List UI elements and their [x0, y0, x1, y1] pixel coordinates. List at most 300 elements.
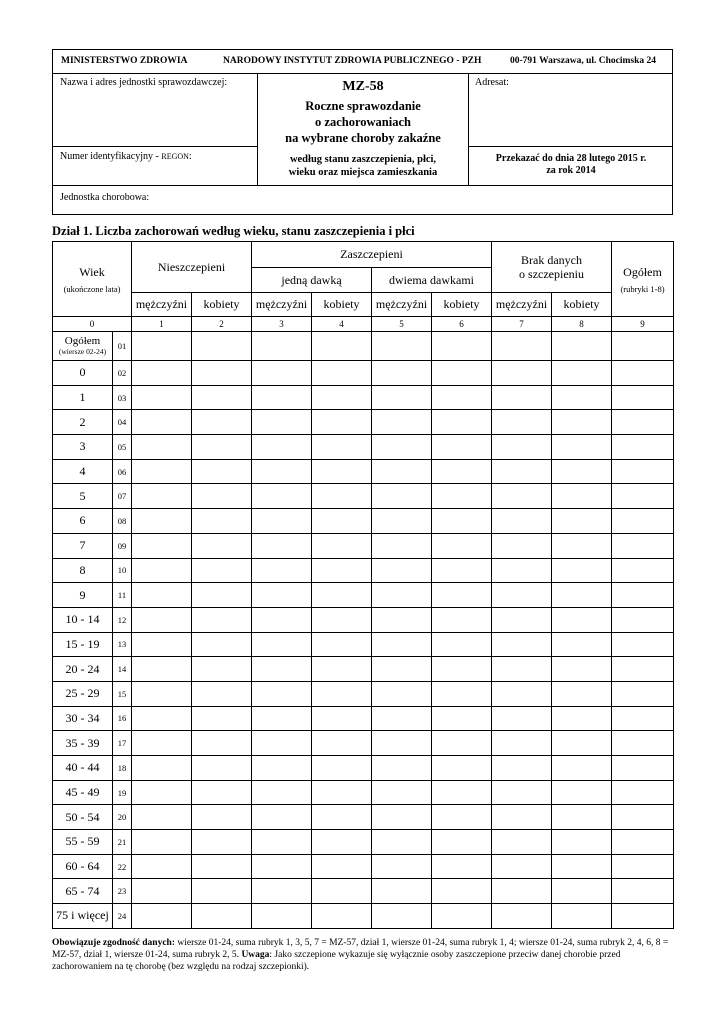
data-cell[interactable] [132, 459, 192, 484]
data-cell[interactable] [492, 756, 552, 781]
data-cell[interactable] [312, 632, 372, 657]
data-cell[interactable] [192, 484, 252, 509]
table-row [53, 607, 674, 632]
data-cell[interactable] [132, 780, 192, 805]
data-cell[interactable] [372, 484, 432, 509]
data-cell[interactable] [252, 332, 312, 361]
data-cell[interactable] [312, 607, 372, 632]
data-cell[interactable] [612, 361, 674, 386]
row-code: 09 [113, 533, 132, 558]
table-row [53, 332, 674, 361]
data-cell[interactable] [252, 632, 312, 657]
data-cell[interactable] [372, 435, 432, 460]
row-code: 23 [113, 879, 132, 904]
data-cell[interactable] [252, 509, 312, 534]
data-cell[interactable] [432, 879, 492, 904]
data-cell[interactable] [312, 854, 372, 879]
row-code: 02 [113, 361, 132, 386]
data-cell[interactable] [252, 756, 312, 781]
men-column-header: mężczyźni [132, 293, 192, 317]
divider [53, 146, 257, 147]
data-cell[interactable] [132, 681, 192, 706]
data-cell[interactable] [612, 410, 674, 435]
data-cell[interactable] [432, 731, 492, 756]
data-cell[interactable] [252, 904, 312, 929]
data-cell[interactable] [372, 558, 432, 583]
data-cell[interactable] [372, 632, 432, 657]
data-cell[interactable] [132, 607, 192, 632]
data-cell[interactable] [492, 681, 552, 706]
data-cell[interactable] [432, 805, 492, 830]
data-cell[interactable] [552, 731, 612, 756]
row-code: 24 [113, 904, 132, 929]
data-cell[interactable] [492, 805, 552, 830]
table-row [53, 632, 674, 657]
deadline-block [469, 153, 673, 177]
data-cell[interactable] [552, 435, 612, 460]
row-code: 01 [113, 332, 132, 361]
data-cell[interactable] [132, 410, 192, 435]
row-code: 06 [113, 459, 132, 484]
women-column-header: kobiety [432, 293, 492, 317]
row-code: 12 [113, 607, 132, 632]
data-cell[interactable] [252, 780, 312, 805]
data-cell[interactable] [552, 484, 612, 509]
data-cell[interactable] [492, 385, 552, 410]
row-code: 11 [113, 583, 132, 608]
data-cell[interactable] [192, 879, 252, 904]
data-cell[interactable] [192, 805, 252, 830]
data-cell[interactable] [492, 780, 552, 805]
column-number: 6 [432, 317, 492, 332]
data-cell[interactable] [552, 459, 612, 484]
age-cell: 45 - 49 [53, 780, 113, 805]
age-cell: 2 [53, 410, 113, 435]
form-title-line-2: o zachorowaniach [315, 115, 411, 129]
data-cell[interactable] [192, 854, 252, 879]
data-cell[interactable] [252, 607, 312, 632]
data-cell[interactable] [492, 706, 552, 731]
data-cell[interactable] [552, 509, 612, 534]
data-cell[interactable] [432, 459, 492, 484]
data-cell[interactable] [432, 830, 492, 855]
data-cell[interactable] [312, 385, 372, 410]
age-cell: 55 - 59 [53, 830, 113, 855]
age-cell: 15 - 19 [53, 632, 113, 657]
table-row [53, 904, 674, 929]
data-cell[interactable] [612, 583, 674, 608]
data-cell[interactable] [312, 706, 372, 731]
data-cell[interactable] [432, 332, 492, 361]
data-cell[interactable] [372, 332, 432, 361]
data-cell[interactable] [612, 632, 674, 657]
data-cell[interactable] [252, 533, 312, 558]
data-cell[interactable] [552, 904, 612, 929]
data-cell[interactable] [372, 780, 432, 805]
institute-name: NARODOWY INSTYTUT ZDROWIA PUBLICZNEGO - PZH [223, 56, 482, 66]
data-cell[interactable] [612, 607, 674, 632]
data-cell[interactable] [312, 756, 372, 781]
divider [53, 185, 673, 186]
data-cell[interactable] [612, 435, 674, 460]
data-cell[interactable] [312, 509, 372, 534]
age-cell: 8 [53, 558, 113, 583]
data-cell[interactable] [192, 533, 252, 558]
data-cell[interactable] [372, 681, 432, 706]
men-column-header: mężczyźni [252, 293, 312, 317]
data-cell[interactable] [432, 854, 492, 879]
data-cell[interactable] [432, 435, 492, 460]
data-cell[interactable] [612, 484, 674, 509]
table-row [53, 558, 674, 583]
column-number: 7 [492, 317, 552, 332]
divider [468, 146, 673, 147]
data-cell[interactable] [612, 459, 674, 484]
data-cell[interactable] [192, 657, 252, 682]
data-cell[interactable] [552, 361, 612, 386]
data-cell[interactable] [612, 879, 674, 904]
data-cell[interactable] [312, 484, 372, 509]
deadline-line-2: za rok 2014 [546, 165, 596, 176]
data-cell[interactable] [372, 805, 432, 830]
data-cell[interactable] [372, 607, 432, 632]
data-cell[interactable] [132, 583, 192, 608]
data-cell[interactable] [132, 854, 192, 879]
data-cell[interactable] [432, 410, 492, 435]
data-cell[interactable] [432, 607, 492, 632]
table-row [53, 854, 674, 879]
data-cell[interactable] [612, 332, 674, 361]
data-cell[interactable] [552, 385, 612, 410]
row-code: 19 [113, 780, 132, 805]
data-cell[interactable] [492, 459, 552, 484]
data-cell[interactable] [252, 361, 312, 386]
data-cell[interactable] [492, 632, 552, 657]
data-cell[interactable] [312, 681, 372, 706]
data-cell[interactable] [612, 756, 674, 781]
data-cell[interactable] [192, 830, 252, 855]
data-cell[interactable] [492, 830, 552, 855]
data-cell[interactable] [612, 854, 674, 879]
data-cell[interactable] [252, 830, 312, 855]
data-cell[interactable] [492, 879, 552, 904]
data-cell[interactable] [372, 904, 432, 929]
age-cell: 75 i więcej [53, 904, 113, 929]
form-subtitle-line-1: według stanu zaszczepienia, płci, [289, 154, 437, 165]
table-row [53, 681, 674, 706]
data-cell[interactable] [132, 533, 192, 558]
row-code: 17 [113, 731, 132, 756]
data-cell[interactable] [132, 385, 192, 410]
table-row [53, 361, 674, 386]
data-cell[interactable] [132, 756, 192, 781]
data-cell[interactable] [372, 361, 432, 386]
row-code: 14 [113, 657, 132, 682]
data-cell[interactable] [192, 435, 252, 460]
data-cell[interactable] [372, 533, 432, 558]
data-cell[interactable] [252, 706, 312, 731]
form-header [52, 49, 673, 215]
data-cell[interactable] [432, 361, 492, 386]
table-row [53, 830, 674, 855]
age-cell: 30 - 34 [53, 706, 113, 731]
data-cell[interactable] [192, 459, 252, 484]
regon-label: REGON [161, 152, 189, 161]
footer-text-2: : Jako szczepione wykazuje się wyłącznie osoby zaszczepione przeciw danej chorobie przed zachorowaniem na tę chorobę (bez względu na rodzaj szczepionki). [52, 950, 621, 972]
data-cell[interactable] [132, 484, 192, 509]
data-cell[interactable] [372, 657, 432, 682]
data-cell[interactable] [192, 385, 252, 410]
table-row [53, 706, 674, 731]
data-cell[interactable] [552, 332, 612, 361]
men-column-header: mężczyźni [372, 293, 432, 317]
data-cell[interactable] [432, 706, 492, 731]
data-cell[interactable] [492, 583, 552, 608]
data-cell[interactable] [372, 879, 432, 904]
data-cell[interactable] [192, 756, 252, 781]
data-cell[interactable] [252, 410, 312, 435]
row-code: 20 [113, 805, 132, 830]
data-cell[interactable] [132, 830, 192, 855]
data-cell[interactable] [552, 657, 612, 682]
age-header: Wiek (ukończone lata) [53, 242, 132, 317]
data-cell[interactable] [552, 410, 612, 435]
data-cell[interactable] [432, 484, 492, 509]
data-cell[interactable] [252, 805, 312, 830]
data-cell[interactable] [552, 632, 612, 657]
data-cell[interactable] [612, 706, 674, 731]
data-cell[interactable] [132, 332, 192, 361]
data-cell[interactable] [132, 904, 192, 929]
data-cell[interactable] [612, 805, 674, 830]
data-cell[interactable] [192, 583, 252, 608]
data-cell[interactable] [552, 533, 612, 558]
addressee-label: Adresat: [475, 77, 509, 88]
id-label: Numer identyfikacyjny - REGON: [60, 151, 192, 162]
data-cell[interactable] [192, 632, 252, 657]
data-cell[interactable] [492, 607, 552, 632]
data-cell[interactable] [552, 756, 612, 781]
vaccinated-header: Zaszczepieni [252, 242, 492, 268]
data-cell[interactable] [552, 706, 612, 731]
data-cell[interactable] [432, 681, 492, 706]
data-cell[interactable] [312, 904, 372, 929]
data-cell[interactable] [312, 558, 372, 583]
row-code: 13 [113, 632, 132, 657]
data-cell[interactable] [132, 805, 192, 830]
data-cell[interactable] [552, 607, 612, 632]
data-cell[interactable] [312, 879, 372, 904]
data-cell[interactable] [552, 583, 612, 608]
data-cell[interactable] [252, 854, 312, 879]
total-header: Ogółem (rubryki 1-8) [612, 242, 674, 317]
data-cell[interactable] [192, 361, 252, 386]
data-cell[interactable] [252, 879, 312, 904]
age-cell: 6 [53, 509, 113, 534]
row-code: 16 [113, 706, 132, 731]
header-top-bar [53, 50, 672, 74]
column-number: 2 [192, 317, 252, 332]
data-cell[interactable] [132, 558, 192, 583]
data-cell[interactable] [612, 904, 674, 929]
data-cell[interactable] [132, 731, 192, 756]
column-number: 3 [252, 317, 312, 332]
age-cell: 20 - 24 [53, 657, 113, 682]
data-cell[interactable] [432, 558, 492, 583]
data-cell[interactable] [612, 385, 674, 410]
form-code: MZ-58 [342, 79, 384, 94]
data-cell[interactable] [492, 509, 552, 534]
table-row [53, 805, 674, 830]
no-data-header: Brak danych o szczepieniu [492, 242, 612, 293]
data-cell[interactable] [252, 681, 312, 706]
age-cell: 50 - 54 [53, 805, 113, 830]
data-cell[interactable] [312, 459, 372, 484]
data-cell[interactable] [372, 854, 432, 879]
data-cell[interactable] [252, 558, 312, 583]
data-cell[interactable] [372, 706, 432, 731]
deadline-line-1: Przekazać do dnia 28 lutego 2015 r. [495, 153, 647, 164]
table-row [53, 410, 674, 435]
data-cell[interactable] [552, 805, 612, 830]
data-cell[interactable] [312, 830, 372, 855]
data-cell[interactable] [312, 410, 372, 435]
data-cell[interactable] [132, 632, 192, 657]
unvaccinated-header: Nieszczepieni [132, 242, 252, 293]
data-cell[interactable] [192, 731, 252, 756]
data-cell[interactable] [372, 385, 432, 410]
data-cell[interactable] [312, 583, 372, 608]
data-cell[interactable] [612, 681, 674, 706]
age-cell: 9 [53, 583, 113, 608]
data-cell[interactable] [192, 681, 252, 706]
data-cell[interactable] [492, 361, 552, 386]
data-cell[interactable] [312, 805, 372, 830]
age-cell: 25 - 29 [53, 681, 113, 706]
data-cell[interactable] [252, 657, 312, 682]
data-cell[interactable] [492, 332, 552, 361]
data-cell[interactable] [552, 681, 612, 706]
table-row [53, 731, 674, 756]
age-cell: 35 - 39 [53, 731, 113, 756]
data-cell[interactable] [252, 731, 312, 756]
data-cell[interactable] [552, 854, 612, 879]
row-code: 03 [113, 385, 132, 410]
data-cell[interactable] [252, 385, 312, 410]
data-cell[interactable] [612, 731, 674, 756]
data-cell[interactable] [132, 706, 192, 731]
data-cell[interactable] [372, 756, 432, 781]
data-cell[interactable] [612, 509, 674, 534]
data-cell[interactable] [432, 583, 492, 608]
data-cell[interactable] [312, 780, 372, 805]
data-cell[interactable] [432, 385, 492, 410]
data-cell[interactable] [492, 904, 552, 929]
data-cell[interactable] [492, 854, 552, 879]
data-cell[interactable] [312, 731, 372, 756]
data-cell[interactable] [252, 583, 312, 608]
data-cell[interactable] [432, 509, 492, 534]
data-cell[interactable] [432, 904, 492, 929]
data-cell[interactable] [492, 558, 552, 583]
data-cell[interactable] [132, 657, 192, 682]
data-cell[interactable] [192, 509, 252, 534]
age-cell: 3 [53, 435, 113, 460]
data-cell[interactable] [192, 558, 252, 583]
data-cell[interactable] [192, 607, 252, 632]
data-cell[interactable] [372, 509, 432, 534]
data-cell[interactable] [492, 731, 552, 756]
data-cell[interactable] [312, 361, 372, 386]
data-cell[interactable] [192, 332, 252, 361]
data-cell[interactable] [372, 731, 432, 756]
data-cell[interactable] [312, 657, 372, 682]
data-cell[interactable] [252, 435, 312, 460]
data-cell[interactable] [492, 657, 552, 682]
table-row [53, 533, 674, 558]
form-title-line-1: Roczne sprawozdanie [305, 99, 421, 113]
data-cell[interactable] [132, 879, 192, 904]
data-cell[interactable] [132, 509, 192, 534]
data-cell[interactable] [612, 657, 674, 682]
data-cell[interactable] [372, 459, 432, 484]
institute-address: 00-791 Warszawa, ul. Chocimska 24 [510, 56, 657, 66]
data-cell[interactable] [432, 657, 492, 682]
data-cell[interactable] [372, 830, 432, 855]
data-cell[interactable] [192, 904, 252, 929]
data-cell[interactable] [312, 435, 372, 460]
age-cell: 1 [53, 385, 113, 410]
data-cell[interactable] [252, 484, 312, 509]
footer-bold-2: Uwaga [241, 950, 270, 960]
data-cell[interactable] [192, 706, 252, 731]
table-row [53, 583, 674, 608]
data-cell[interactable] [552, 830, 612, 855]
age-cell: 7 [53, 533, 113, 558]
data-cell[interactable] [192, 780, 252, 805]
data-cell[interactable] [432, 533, 492, 558]
data-cell[interactable] [552, 879, 612, 904]
data-cell[interactable] [132, 361, 192, 386]
age-cell: 0 [53, 361, 113, 386]
data-cell[interactable] [432, 780, 492, 805]
data-cell[interactable] [492, 435, 552, 460]
age-cell: Ogółem (wiersze 02-24) [53, 332, 113, 361]
table-row [53, 756, 674, 781]
data-cell[interactable] [552, 558, 612, 583]
form-title-block [258, 73, 468, 179]
data-cell[interactable] [612, 558, 674, 583]
data-cell[interactable] [492, 533, 552, 558]
data-cell[interactable] [492, 410, 552, 435]
data-cell[interactable] [372, 410, 432, 435]
age-cell: 4 [53, 459, 113, 484]
data-cell[interactable] [432, 756, 492, 781]
data-cell[interactable] [432, 632, 492, 657]
data-cell[interactable] [612, 780, 674, 805]
data-cell[interactable] [312, 533, 372, 558]
data-cell[interactable] [372, 583, 432, 608]
data-cell[interactable] [192, 410, 252, 435]
data-cell[interactable] [492, 484, 552, 509]
data-cell[interactable] [552, 780, 612, 805]
data-cell[interactable] [132, 435, 192, 460]
data-cell[interactable] [612, 830, 674, 855]
data-cell[interactable] [612, 533, 674, 558]
row-code: 18 [113, 756, 132, 781]
data-cell[interactable] [312, 332, 372, 361]
data-cell[interactable] [252, 459, 312, 484]
